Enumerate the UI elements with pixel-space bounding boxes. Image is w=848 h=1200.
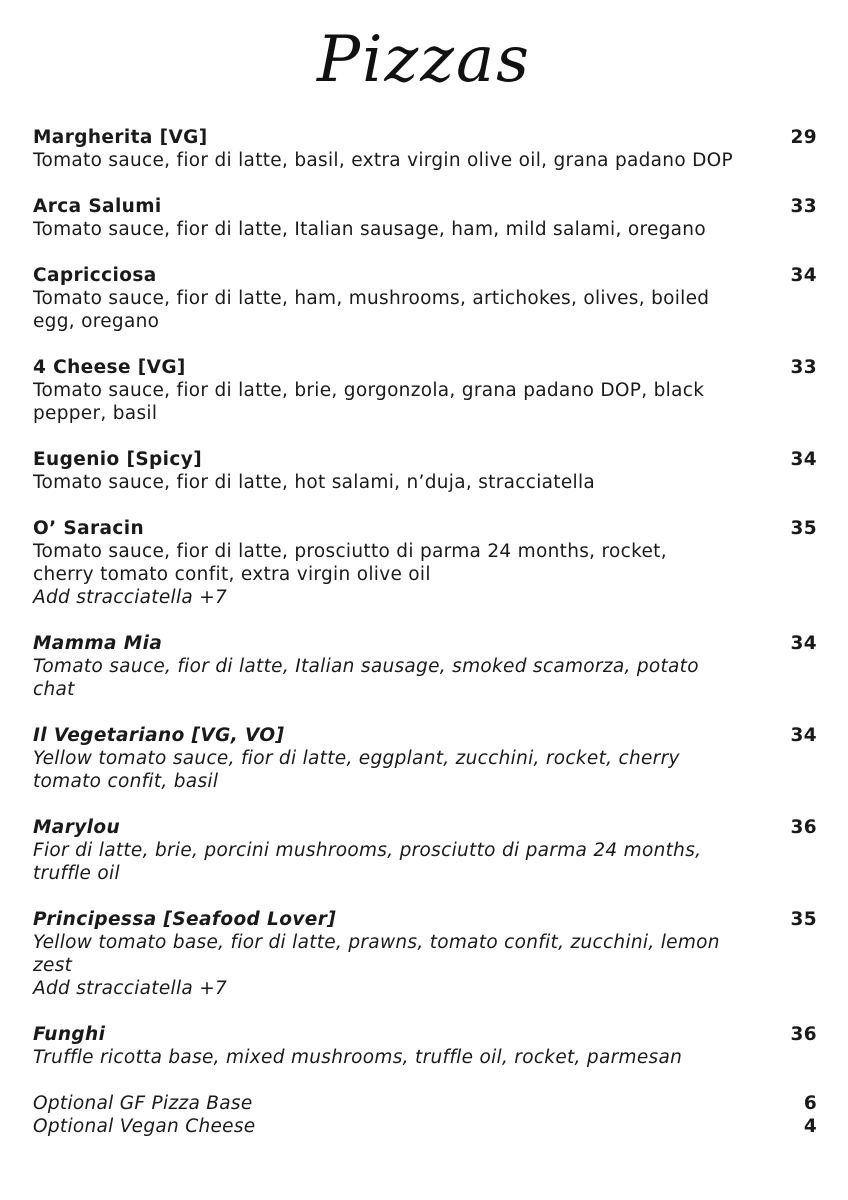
- item-price: 35: [790, 518, 817, 539]
- item-name: Arca Salumi: [33, 196, 162, 217]
- page-title: Pizzas: [317, 23, 531, 97]
- item-price: 34: [790, 449, 817, 470]
- item-description: Tomato sauce, fior di latte, hot salami, n’duja, stracciatella: [33, 472, 596, 493]
- item-description: Yellow tomato sauce, fior di latte, eggplant, zucchini, rocket, cherry tomato confit, basil: [33, 748, 680, 792]
- menu-item: [33, 126, 817, 172]
- item-price: 36: [790, 1024, 817, 1045]
- item-price: 33: [790, 196, 817, 217]
- optional-label: Optional Vegan Cheese: [33, 1116, 256, 1137]
- item-price: 34: [790, 633, 817, 654]
- item-price: 34: [790, 265, 817, 286]
- menu-item: [33, 632, 817, 701]
- item-description: Tomato sauce, fior di latte, basil, extra virgin olive oil, grana padano DOP: [33, 150, 733, 171]
- item-description: Fior di latte, brie, porcini mushrooms, prosciutto di parma 24 months, truffle oil: [33, 840, 702, 884]
- menu-item: [33, 724, 817, 793]
- optional-label: Optional GF Pizza Base: [33, 1093, 253, 1114]
- pizza-menu: [33, 126, 817, 1138]
- item-description: Tomato sauce, fior di latte, Italian sausage, smoked scamorza, potato chat: [33, 656, 699, 700]
- menu-item: [33, 816, 817, 885]
- item-description: Tomato sauce, fior di latte, prosciutto di parma 24 months, rocket, cherry tomato confit, extra virgin olive oil: [33, 541, 667, 585]
- item-name: 4 Cheese [VG]: [33, 357, 186, 378]
- optional-row: [33, 1092, 817, 1115]
- item-description: Tomato sauce, fior di latte, Italian sausage, ham, mild salami, oregano: [33, 219, 706, 240]
- item-name: Capricciosa: [33, 265, 157, 286]
- menu-item: [33, 517, 817, 609]
- optional-row: [33, 1115, 817, 1138]
- item-name: Il Vegetariano [VG, VO]: [33, 725, 285, 746]
- item-addon: Add stracciatella +7: [33, 587, 228, 608]
- item-description: Tomato sauce, fior di latte, ham, mushrooms, artichokes, olives, boiled egg, oregano: [33, 288, 710, 332]
- item-name: Principessa [Seafood Lover]: [33, 909, 337, 930]
- item-description: Truffle ricotta base, mixed mushrooms, truffle oil, rocket, parmesan: [33, 1047, 683, 1068]
- item-name: Margherita [VG]: [33, 127, 208, 148]
- item-name: Funghi: [33, 1024, 106, 1045]
- item-name: Marylou: [33, 817, 121, 838]
- menu-item: [33, 264, 817, 333]
- item-description: Yellow tomato base, fior di latte, prawns, tomato confit, zucchini, lemon zest: [33, 932, 720, 976]
- menu-item: [33, 356, 817, 425]
- item-name: Eugenio [Spicy]: [33, 449, 203, 470]
- item-price: 34: [790, 725, 817, 746]
- menu-item: [33, 448, 817, 494]
- item-price: 33: [790, 357, 817, 378]
- menu-item: [33, 1023, 817, 1069]
- item-addon: Add stracciatella +7: [33, 978, 228, 999]
- menu-item: [33, 195, 817, 241]
- item-price: 29: [790, 127, 817, 148]
- item-name: O’ Saracin: [33, 518, 145, 539]
- item-price: 35: [790, 909, 817, 930]
- optional-price: 4: [803, 1116, 817, 1137]
- menu-item: [33, 908, 817, 1000]
- item-description: Tomato sauce, fior di latte, brie, gorgonzola, grana padano DOP, black pepper, basil: [33, 380, 705, 424]
- optional-extras: [33, 1092, 817, 1138]
- optional-price: 6: [803, 1093, 817, 1114]
- item-price: 36: [790, 817, 817, 838]
- item-name: Mamma Mia: [33, 633, 163, 654]
